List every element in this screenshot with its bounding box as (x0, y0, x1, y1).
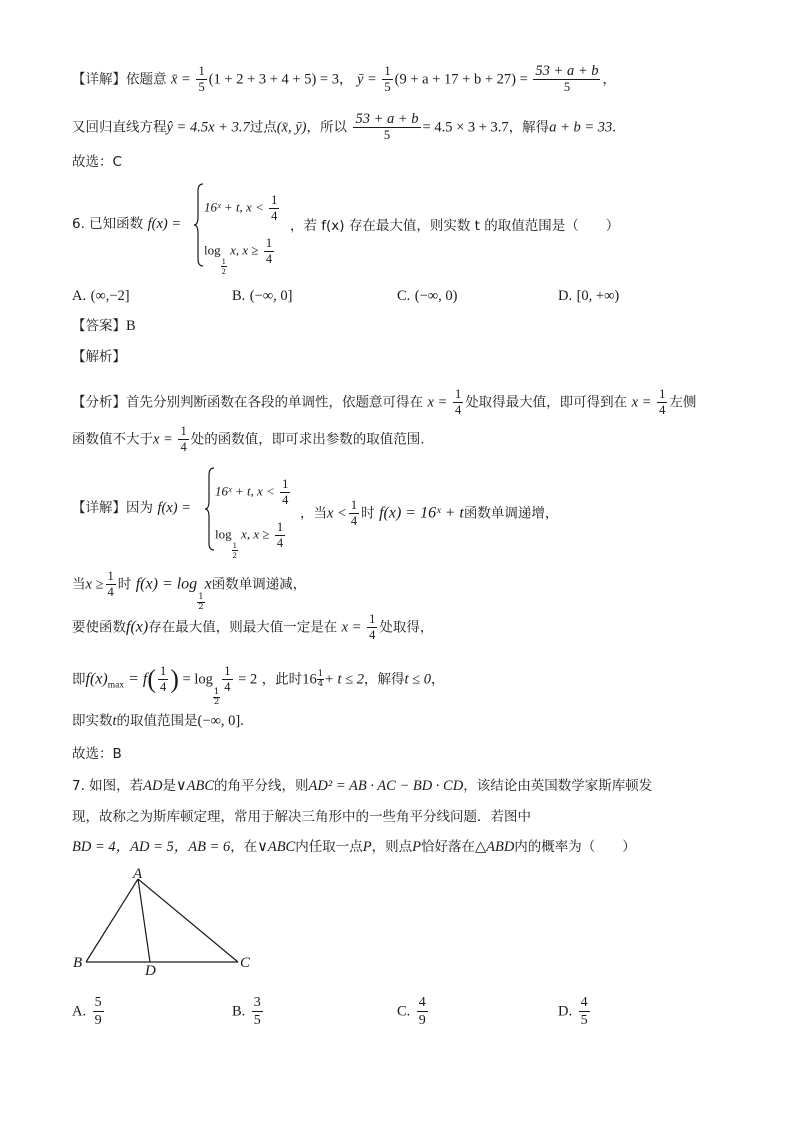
q6-detail-line4: 即$f(x)_{max} = f$( $\frac{1}{4}$ ) = log $\frac{1}{2}$ $\frac{1}{4}$ = 2 ，此时16 $\frac{1}{4}$ + t ≤ 2，解得t ≤ 0， (72, 664, 445, 707)
q6-fenxi-line1: 【分析】首先分别判断函数在各段的单调性，依题意可得在 x = $\frac{1}{4}$ 处取得最大值，即可得到在 x = $\frac{1}{4}$ 左侧 (72, 387, 697, 417)
brace-shape (194, 183, 204, 267)
q7-line1: 7. 如图，若AD是∨ABC的角平分线，则AD² = AB · AC − BD · CD，该结论由英国数学家斯库顿发 (72, 778, 653, 794)
q6-detail-line1: 【详解】因为 f(x) = (72, 500, 191, 516)
q7-option-c[interactable]: C. $\frac{4}{9}$ (397, 995, 426, 1028)
q6-detail-line3: 要使函数f(x)存在最大值，则最大值一定是在 x = $\frac{1}{4}$ 处取得， (72, 612, 434, 642)
q6-analysis-tag: 【解析】 (72, 349, 126, 365)
q6-detail-line2: 当x ≥ $\frac{1}{4}$ 时 f(x) = log $\frac{1}{2}$ x函数单调递减， (72, 569, 307, 612)
fraction: $\frac{1}{5}$ (198, 64, 205, 94)
fraction: $\frac{53 + a + b}{5}$ (355, 111, 419, 142)
q6-detail-piece1: 16ˣ + t, x < $\frac{1}{4}$ (215, 477, 289, 507)
label-c: C (240, 955, 251, 971)
label-a: A (133, 866, 143, 882)
fraction: $\frac{1}{5}$ (384, 64, 391, 94)
detail5-line1: 【详解】依题意 x̄ = $\frac{1}{5}$ (1 + 2 + 3 + 4 + 5) = 3， ȳ = $\frac{1}{5}$ (9 + a + 17 + b + 27) = $\frac{53 + a + b}{5}$ ， (72, 63, 616, 94)
detail5-line2: 又回归直线方程ŷ = 4.5x + 3.7过点(x̄, ȳ)，所以 $\frac{53 + a + b}{5}$ = 4.5 × 3 + 3.7，解得a + b = 33. (72, 111, 616, 142)
q7-option-b[interactable]: B. $\frac{3}{5}$ (232, 995, 261, 1028)
brace-shape (205, 467, 215, 551)
q6-answer: 【答案】B (72, 318, 136, 334)
q6-conclusion: 即实数t的取值范围是(−∞, 0]. (72, 713, 244, 729)
q6-stem: 6. 已知函数 f(x) = (72, 216, 182, 232)
q6-question: ，若 f(x) 存在最大值，则实数 t 的取值范围是（ ） (290, 218, 620, 234)
q6-detail-line1b: ，当x < $\frac{1}{4}$ 时 f(x) = 16ˣ + t函数单调递增， (300, 498, 559, 528)
q6-final-answer: 故选：B (72, 746, 122, 762)
q6-fenxi-line2: 函数值不大于x = $\frac{1}{4}$ 处的函数值，即可求出参数的取值范围. (72, 424, 425, 454)
side-ac (138, 879, 238, 962)
side-ab (86, 879, 138, 962)
label-b: B (73, 955, 83, 971)
q6-detail-piece2: log $\frac{1}{2}$ x, x ≥ $\frac{1}{4}$ (215, 520, 284, 561)
q7-option-d[interactable]: D. $\frac{4}{5}$ (558, 995, 588, 1028)
q6-option-a[interactable]: A. (∞,−2] (72, 288, 130, 304)
q6-piece1: 16ˣ + t, x < $\frac{1}{4}$ (204, 193, 278, 223)
q6-detail-brace (205, 467, 215, 551)
q6-piecewise-brace (194, 183, 204, 267)
q6-piece2: log $\frac{1}{2}$ x, x ≥ $\frac{1}{4}$ (204, 236, 273, 277)
q7-option-a[interactable]: A. $\frac{5}{9}$ (72, 995, 102, 1028)
q7-line2: 现，故称之为斯库顿定理，常用于解决三角形中的一些角平分线问题．若图中 (72, 809, 531, 825)
fraction: $\frac{53 + a + b}{5}$ (535, 63, 599, 94)
q6-option-d[interactable]: D. [0, +∞) (558, 288, 620, 304)
triangle-figure (70, 866, 270, 981)
q7-line3: BD = 4，AD = 5，AB = 6，在∨ABC内任取一点P，则点P恰好落在△ABD内的概率为（ ） (72, 839, 636, 855)
label-d: D (145, 963, 156, 979)
bisector-ad (138, 879, 150, 962)
q6-option-c[interactable]: C. (−∞, 0) (397, 288, 458, 304)
detail5-answer: 故选：C (72, 154, 122, 170)
q6-option-b[interactable]: B. (−∞, 0] (232, 288, 293, 304)
